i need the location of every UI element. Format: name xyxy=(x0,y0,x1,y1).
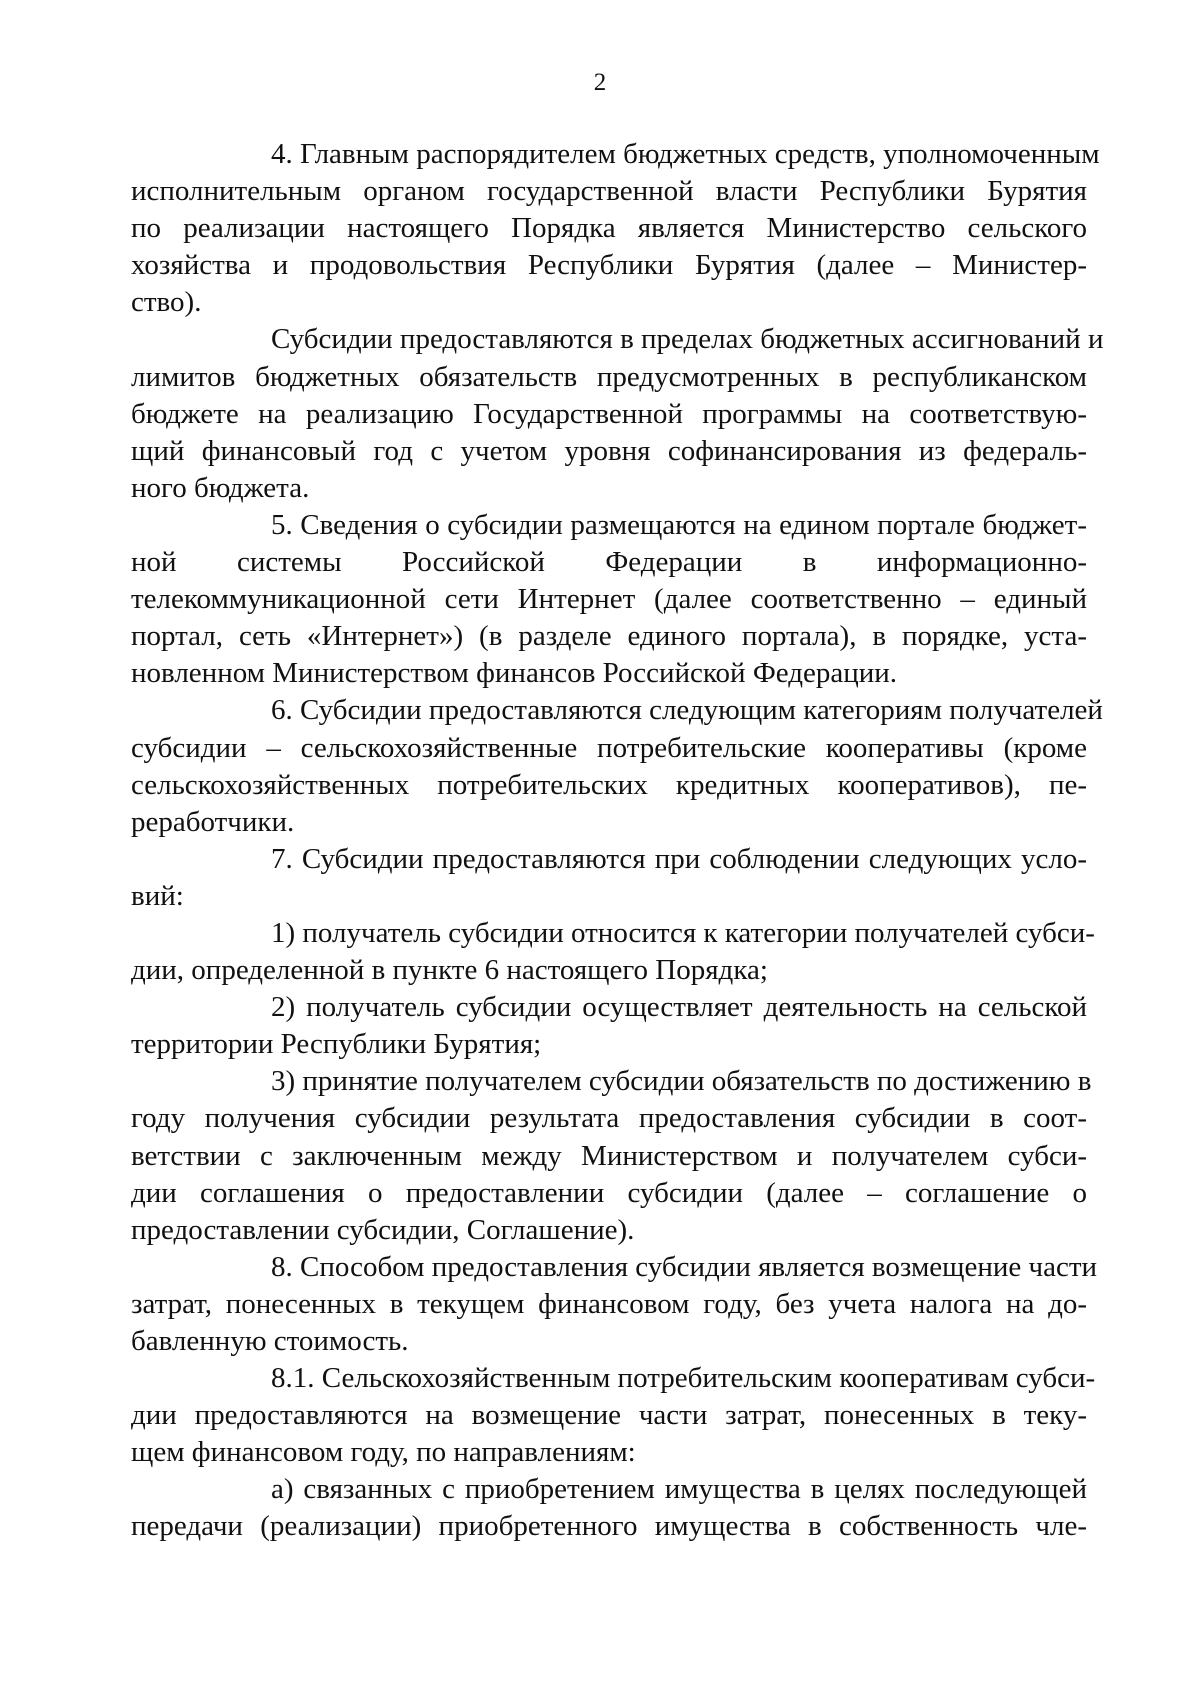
text-line: передачи (реализации) приобретенного имущества в собственность чле- xyxy=(131,1510,1087,1543)
text-line: 3) принятие получателем субсидии обязательств по достижению в xyxy=(271,1065,1092,1098)
paragraph xyxy=(131,692,1103,840)
paragraph xyxy=(131,1471,1087,1545)
text-line: году получения субсидии результата предоставления субсидии в соот- xyxy=(131,1102,1087,1135)
text-line: территории Республики Бурятия; xyxy=(131,1028,542,1061)
paragraph xyxy=(131,915,1095,989)
text-line: телекоммуникационной сети Интернет (далее соответственно – единый xyxy=(131,583,1087,616)
text-line: по реализации настоящего Порядка является Министерство сельского xyxy=(131,212,1087,245)
text-line: бавленную стоимость. xyxy=(131,1325,409,1357)
paragraph xyxy=(131,1249,1098,1360)
text-line: субсидии – сельскохозяйственные потребительские кооперативы (кроме xyxy=(131,731,1087,764)
text-line: 6. Субсидии предоставляются следующим категориям получателей xyxy=(271,694,1103,727)
text-line: дии, определенной в пункте 6 настоящего Порядка; xyxy=(131,954,768,987)
text-line: реработчики. xyxy=(131,805,295,838)
text-line: новленном Министерством финансов Российской Федерации. xyxy=(131,657,898,690)
text-line: вий: xyxy=(131,879,184,912)
text-line: 7. Субсидии предоставляются при соблюдении следующих усло- xyxy=(271,842,1087,875)
paragraph xyxy=(131,507,1087,692)
document-body xyxy=(131,136,1104,1546)
text-line: щем финансовом году, по направлениям: xyxy=(131,1436,636,1469)
paragraph xyxy=(131,1360,1096,1471)
text-line: ной системы Российской Федерации в информационно- xyxy=(131,546,1087,579)
text-line: 1) получатель субсидии относится к категории получателей субси- xyxy=(271,916,1095,949)
text-line: щий финансовый год с учетом уровня софинансирования из федераль- xyxy=(131,434,1087,467)
text-line: 8.1. Сельскохозяйственным потребительским кооперативам субси- xyxy=(271,1362,1096,1395)
text-line: а) связанных с приобретением имущества в целях последующей xyxy=(271,1473,1087,1506)
text-line: лимитов бюджетных обязательств предусмотренных в республиканском xyxy=(131,360,1087,393)
text-line: ного бюджета. xyxy=(131,471,310,504)
text-line: Субсидии предоставляются в пределах бюджетных ассигнований и xyxy=(271,323,1104,356)
text-line: ветствии с заключенным между Министерством и получателем субси- xyxy=(131,1139,1087,1172)
text-line: 2) получатель субсидии осуществляет деятельность на сельской xyxy=(271,991,1087,1024)
paragraph xyxy=(131,989,1087,1063)
text-line: исполнительным органом государственной власти Республики Бурятия xyxy=(131,175,1087,208)
text-line: дии соглашения о предоставлении субсидии (далее – соглашение о xyxy=(131,1176,1087,1209)
page-number: 2 xyxy=(593,69,607,96)
paragraph xyxy=(131,1063,1092,1248)
text-line: затрат, понесенных в текущем финансовом году, без учета налога на до- xyxy=(131,1287,1087,1320)
paragraph xyxy=(131,136,1100,321)
text-line: бюджете на реализацию Государственной программы на соответствую- xyxy=(131,397,1087,430)
text-line: предоставлении субсидии, Соглашение). xyxy=(131,1213,635,1246)
text-line: 4. Главным распорядителем бюджетных средств, уполномоченным xyxy=(271,138,1100,170)
text-line: ство). xyxy=(131,286,202,319)
paragraph xyxy=(131,321,1104,506)
text-line: 5. Сведения о субсидии размещаются на едином портале бюджет- xyxy=(271,508,1087,541)
text-line: хозяйства и продовольствия Республики Бурятия (далее – Министер- xyxy=(131,249,1087,282)
paragraph xyxy=(131,841,1087,915)
text-line: 8. Способом предоставления субсидии является возмещение части xyxy=(271,1250,1098,1283)
text-line: дии предоставляются на возмещение части затрат, понесенных в теку- xyxy=(131,1399,1087,1432)
text-line: сельскохозяйственных потребительских кредитных кооперативов), пе- xyxy=(131,768,1087,801)
text-line: портал, сеть «Интернет») (в разделе единого портала), в порядке, уста- xyxy=(131,620,1087,653)
